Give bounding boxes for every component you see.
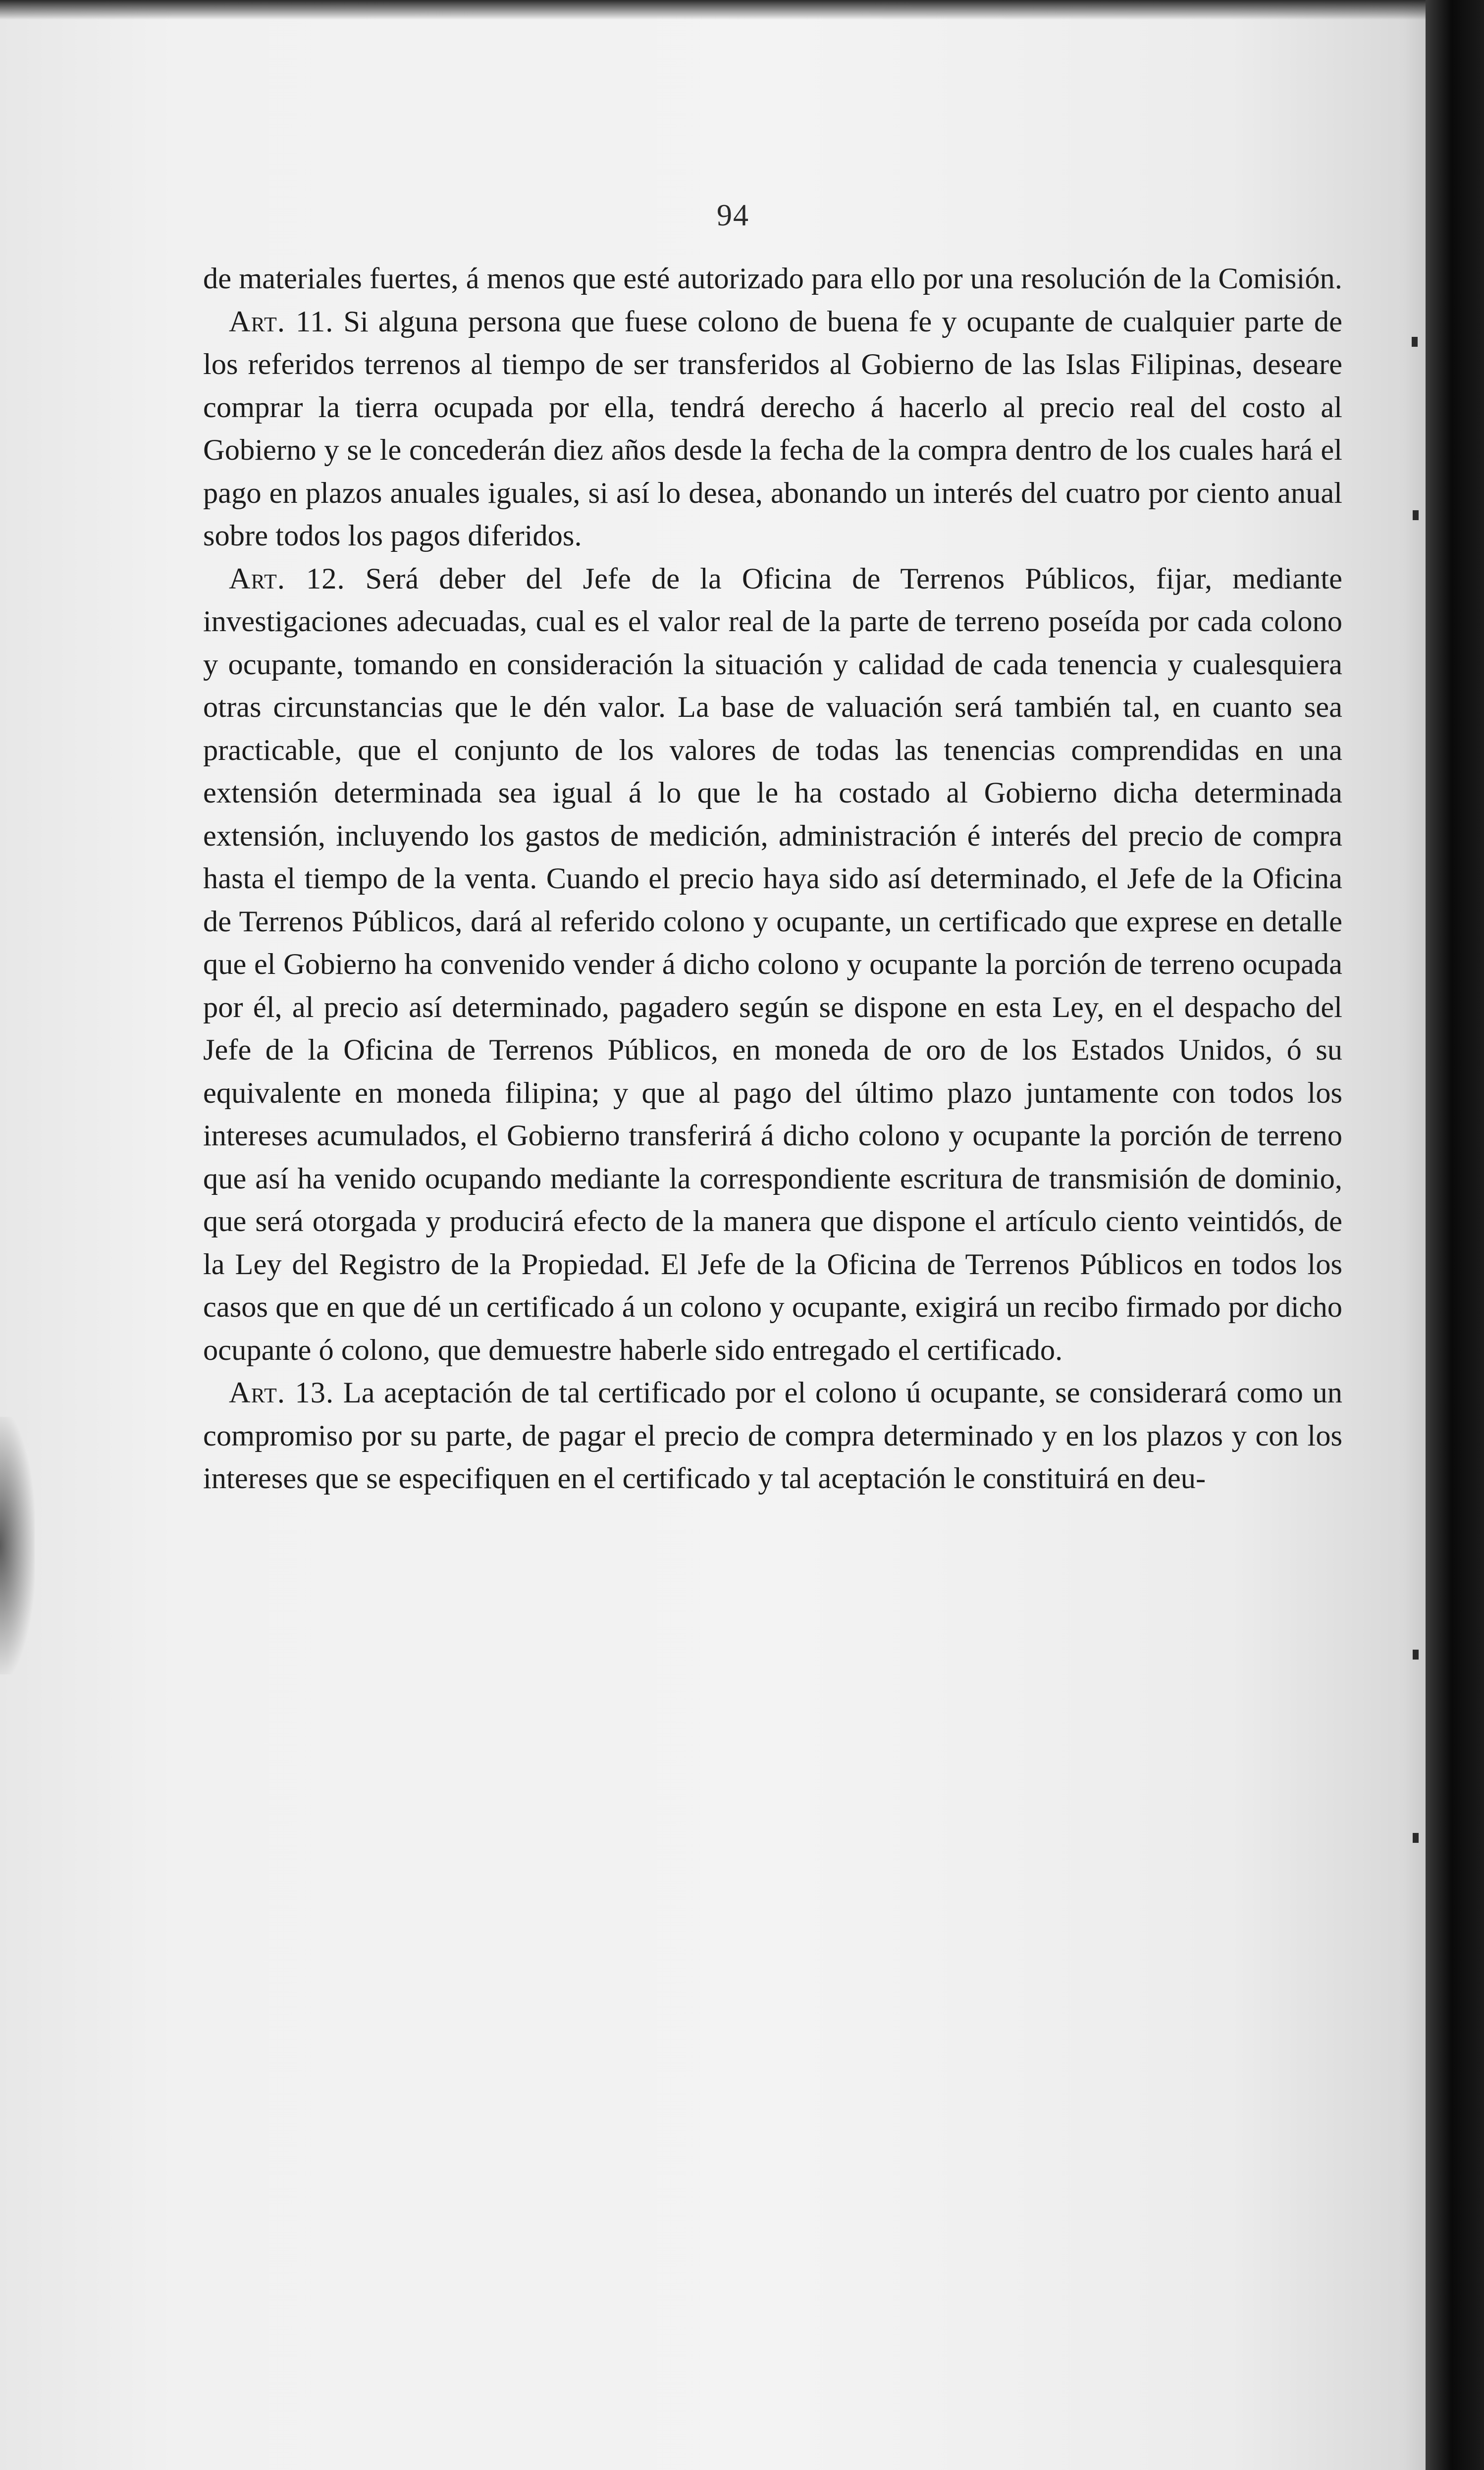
body-text	[203, 258, 1342, 1501]
margin-speck	[1412, 337, 1418, 347]
margin-speck	[1413, 1650, 1419, 1660]
top-edge-shadow	[0, 0, 1446, 20]
left-edge-shadow	[0, 1417, 35, 1674]
article-label: Art. 11.	[229, 305, 334, 338]
article-12	[203, 558, 1342, 1372]
margin-speck	[1413, 510, 1419, 520]
margin-speck	[1413, 1833, 1419, 1843]
paragraph-text: Si alguna persona que fuese colono de buena fe y ocupante de cualquier parte de los referidos terrenos al tiempo de ser transferidos al Gobierno de las Islas Filipinas, deseare comprar la tierra ocupada por ella, tendrá derecho á hacerlo al precio real del costo al Gobierno y se le concederán diez años desde la fecha de la compra dentro de los cuales hará el pago en plazos anuales iguales, si así lo desea, abonando un interés del cuatro por ciento anual sobre todos los pagos diferidos.	[203, 305, 1342, 552]
article-label: Art. 12.	[229, 562, 345, 595]
paragraph-text: La aceptación de tal certificado por el colono ú ocupante, se considerará como un compromiso por su parte, de pagar el precio de compra determinado y en los plazos y con los intereses que se especifiquen en el certificado y tal aceptación le constituirá en deu-	[203, 1376, 1342, 1495]
book-spine-edge	[1426, 0, 1484, 2470]
paragraph-continuation	[203, 258, 1342, 301]
article-13	[203, 1372, 1342, 1501]
page-number: 94	[717, 199, 749, 232]
article-11	[203, 301, 1342, 558]
article-label: Art. 13.	[229, 1376, 334, 1409]
paragraph-text: Será deber del Jefe de la Oficina de Terrenos Públicos, fijar, mediante investigaciones adecuadas, cual es el valor real de la parte de terreno poseída por cada colono y ocupante, tomando en consideración la situación y calidad de cada tenencia y cualesquiera otras circunstancias que le dén valor. La base de valuación será también tal, en cuanto sea practicable, que el conjunto de los valores de todas las tenencias comprendidas en una extensión determinada sea igual á lo que le ha costado al Gobierno dicha determinada extensión, incluyendo los gastos de medición, administración é interés del precio de compra hasta el tiempo de la venta. Cuando el precio haya sido así determinado, el Jefe de la Oficina de Terrenos Públicos, dará al referido colono y ocupante, un certificado que exprese en detalle que el Gobierno ha convenido vender á dicho colono y ocupante la porción de terreno ocupada por él, al precio así determinado, pagadero según se dispone en esta Ley, en el despacho del Jefe de la Oficina de Terrenos Públicos, en moneda de oro de los Estados Unidos, ó su equivalente en moneda filipina; y que al pago del último plazo juntamente con todos los intereses acumulados, el Gobierno transferirá á dicho colono y ocupante la porción de terreno que así ha venido ocupando mediante la correspondiente escritura de transmisión de dominio, que será otorgada y producirá efecto de la manera que dispone el artículo ciento veintidós, de la Ley del Registro de la Propiedad. El Jefe de la Oficina de Terrenos Públicos en todos los casos que en que dé un certificado á un colono y ocupante, exigirá un recibo firmado por dicho ocupante ó colono, que demuestre haberle sido entregado el certificado.	[203, 562, 1342, 1367]
paragraph-text: de materiales fuertes, á menos que esté autorizado para ello por una resolución de la Comisión.	[203, 262, 1342, 295]
